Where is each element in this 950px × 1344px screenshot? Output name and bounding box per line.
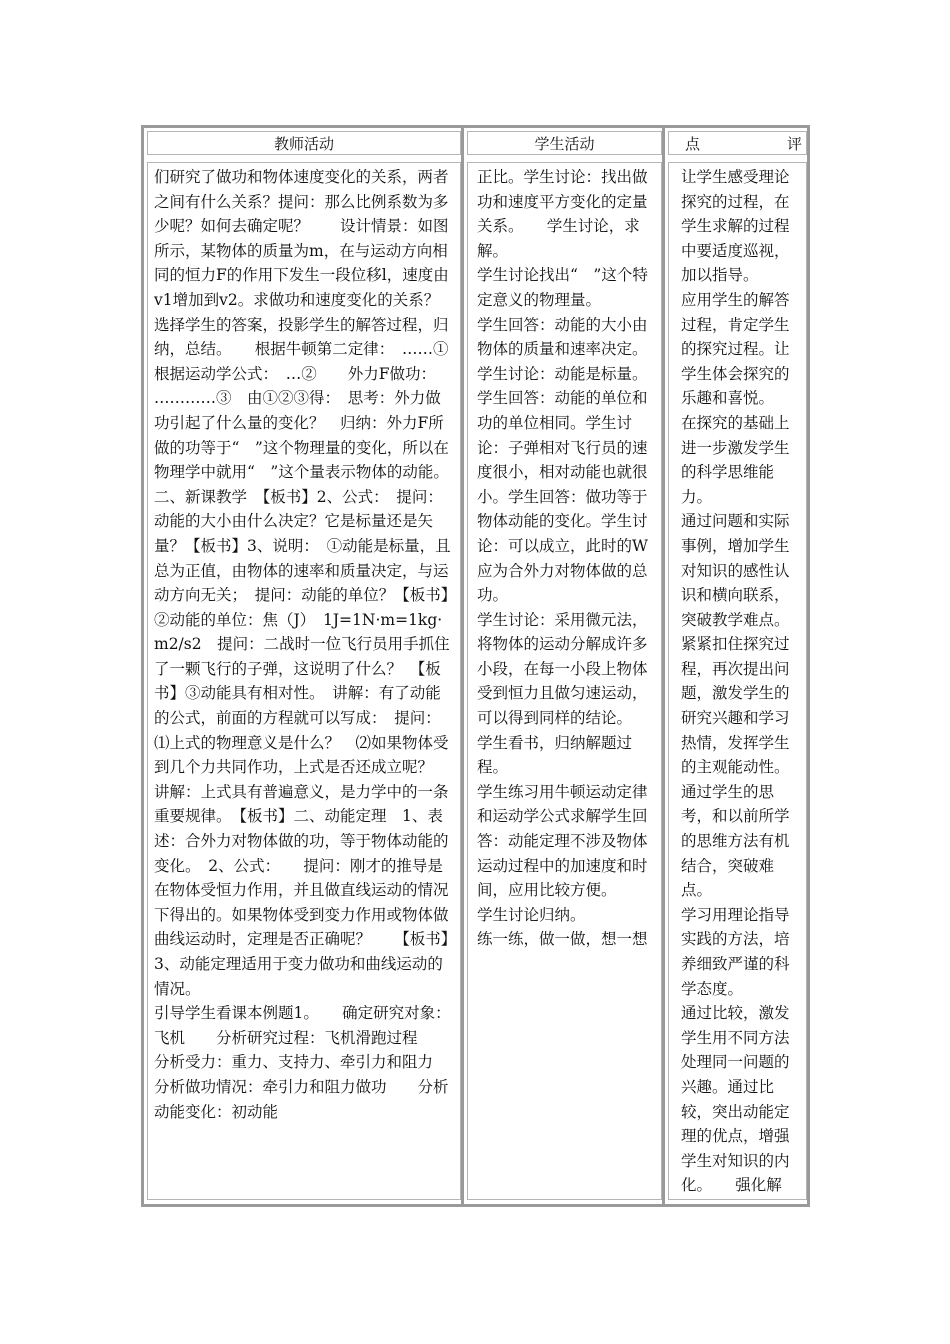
student-paragraph: 学生回答：动能的大小由物体的质量和速率决定。学生讨论：动能是标量。学生回答：动能的单位和功的单位相同。学生讨论：子弹相对飞行员的速度很小，相对动能也就很小。学生回答：做功等于物体动能的变化。学生讨论：可以成立，此时的W应为合外力对物体做的总功。 bbox=[477, 315, 648, 605]
teacher-header: 教师活动 bbox=[147, 131, 461, 155]
evaluation-column bbox=[665, 128, 807, 1204]
evaluation-paragraph: 在探究的基础上进一步激发学生的科学思维能力。 bbox=[681, 413, 790, 506]
student-paragraph: 学生讨论找出“ ”这个特定意义的物理量。 bbox=[477, 266, 648, 309]
evaluation-body bbox=[668, 162, 807, 1200]
evaluation-header-left: 点 bbox=[685, 134, 701, 153]
evaluation-paragraph: 学习用理论指导实践的方法，培养细致严谨的科学态度。 bbox=[681, 905, 790, 998]
evaluation-paragraph: 通过问题和实际事例，增加学生对知识的感性认识和横向联系，突破教学难点。 bbox=[681, 512, 790, 629]
teacher-paragraph: 们研究了做功和物体速度变化的关系，两者之间有什么关系？提问：那么比例系数为多少呢？如何去确定呢？ 设计情景：如图所示，某物体的质量为m，在与运动方向相同的恒力F的作用下发生一段位移l，速度由v1增加到v2。求做功和速度变化的关系？ 选择学生的答案，投影学生的解答过程，归纳，总结。 根据牛顿第二定律： ……① 根据运动学公式： …② 外力F做功： …………③ 由①②③得： 思考：外力做功引起了什么量的变化？ 归纳：外力F所做的功等于“ ”这个物理量的变化，所以在物理学中就用“ ”这个量表示物体的动能。 二、新课教学 【板书】2、公式： 提问：动能的大小由什么决定？它是标量还是矢量？【板书】3、说明： ①动能是标量，且总为正值，由物体的速率和质量决定，与运动方向无关； 提问：动能的单位？【板书】②动能的单位：焦（J） 1J=1N·m=1kg·m2/s2 提问：二战时一位飞行员用手抓住了一颗飞行的子弹，这说明了什么？ 【板书】③动能具有相对性。 讲解：有了动能的公式，前面的方程就可以写成： 提问：⑴上式的物理意义是什么？ ⑵如果物体受到几个力共同作功，上式是否还成立呢？ 讲解：上式具有普遍意义，是力学中的一条重要规律。 【板书】二、动能定理 1、表述：合外力对物体做的功，等于物体动能的变化。 2、公式： 提问：刚才的推导是在物体受恒力作用，并且做直线运动的情况下得出的。如果物体受到变力作用或物体做曲线运动时，定理是否正确呢？ 【板书】3、动能定理适用于变力做功和曲线运动的情况。 bbox=[154, 168, 473, 998]
evaluation-header-right: 评 bbox=[786, 134, 802, 153]
evaluation-paragraph: 通过学生的思考，和以前所学的思维方法有机结合，突破难点。 bbox=[681, 782, 790, 900]
teacher-paragraph: 引导学生看课本例题1。 确定研究对象：飞机 分析研究过程：飞机滑跑过程 分析受力：重力、支持力、牵引力和阻力 分析做功情况：牵引力和阻力做功 分析动能变化：初动能 bbox=[154, 1004, 465, 1121]
lesson-table bbox=[141, 125, 810, 1207]
student-paragraph: 练一练，做一做，想一想 bbox=[477, 930, 648, 949]
student-column bbox=[464, 128, 665, 1204]
evaluation-paragraph: 让学生感受理论探究的过程，在学生求解的过程中要适度巡视，加以指导。 bbox=[681, 168, 790, 285]
evaluation-paragraph: 紧紧扣住探究过程，再次提出问题，激发学生的研究兴趣和学习热情，发挥学生的主观能动性。 bbox=[681, 635, 790, 777]
student-header: 学生活动 bbox=[467, 131, 662, 155]
student-paragraph: 学生练习用牛顿运动定律和运动学公式求解学生回答：动能定理不涉及物体运动过程中的加速度和时间，应用比较方便。 bbox=[477, 782, 648, 900]
student-body bbox=[467, 162, 662, 1200]
teacher-column bbox=[144, 128, 473, 1204]
student-paragraph: 学生讨论归纳。 bbox=[477, 905, 586, 924]
student-paragraph: 学生看书，归纳解题过程。 bbox=[477, 733, 633, 777]
evaluation-paragraph: 通过比较，激发学生用不同方法处理同一问题的兴趣。通过比较，突出动能定理的优点，增强学生对知识的内化。 强化解 bbox=[681, 1004, 790, 1195]
teacher-body bbox=[147, 162, 473, 1200]
student-paragraph: 学生讨论：采用微元法，将物体的运动分解成许多小段，在每一小段上物体受到恒力且做匀速运动，可以得到同样的结论。 bbox=[477, 610, 648, 728]
evaluation-header bbox=[668, 131, 807, 155]
evaluation-paragraph: 应用学生的解答过程，肯定学生的探究过程。让学生体会探究的乐趣和喜悦。 bbox=[681, 290, 790, 408]
student-paragraph: 正比。学生讨论：找出做功和速度平方变化的定量关系。 学生讨论，求解。 bbox=[477, 168, 648, 260]
